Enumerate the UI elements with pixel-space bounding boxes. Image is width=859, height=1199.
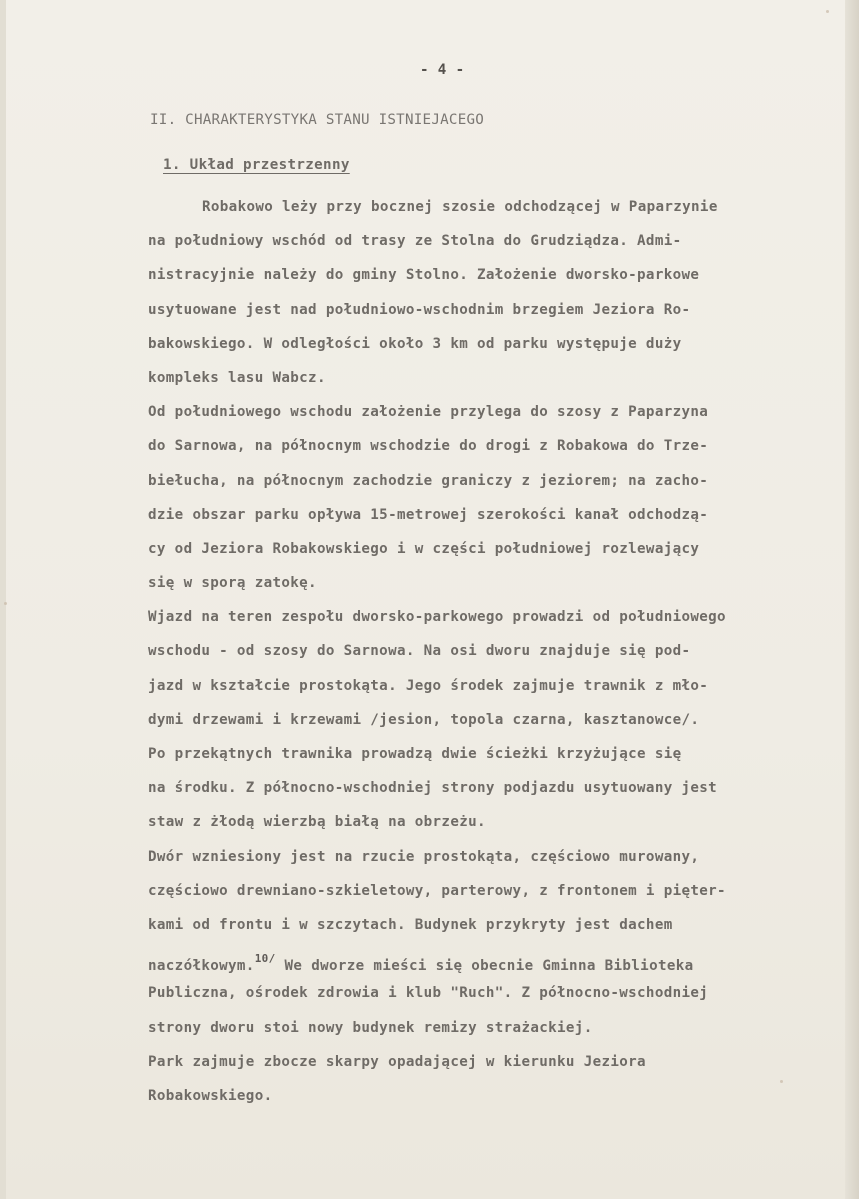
text-line: na południowy wschód od trasy ze Stolna do Grudziądza. Admi-	[148, 233, 682, 250]
text-line: Robakowo leży przy bocznej szosie odchodzącej w Paparzynie	[202, 199, 718, 215]
text-line: na środku. Z północno-wschodniej strony podjazdu usytuowany jest	[148, 780, 718, 797]
text-line: Od południowego wschodu założenie przylega do szosy z Paparzyna	[148, 404, 709, 421]
section-heading: II. CHARAKTERYSTYKA STANU ISTNIEJACEGO	[150, 112, 485, 128]
text-line: Wjazd na teren zespołu dworsko-parkowego prowadzi od południowego	[148, 609, 726, 626]
text-line: kompleks lasu Wabcz.	[148, 369, 326, 386]
text-line: biełucha, na północnym zachodzie graniczy z jeziorem; na zacho-	[148, 472, 709, 489]
text-line: kami od frontu i w szczytach. Budynek przykryty jest dachem	[148, 916, 673, 933]
paper-speck	[826, 10, 829, 13]
text-line-with-footnote	[148, 949, 848, 983]
text-line: Dwór wzniesiony jest na rzucie prostokąta, częściowo murowany,	[148, 848, 700, 865]
text-line: staw z żłodą wierzbą białą na obrzeżu.	[148, 814, 486, 831]
text-line-end: We dworze mieści się obecnie Gminna Biblioteka	[275, 958, 694, 975]
text-line: nistracyjnie należy do gminy Stolno. Założenie dworsko-parkowe	[148, 267, 700, 284]
page-number: - 4 -	[420, 62, 465, 78]
text-line: strony dworu stoi nowy budynek remizy strażackiej.	[148, 1019, 593, 1036]
footnote-marker: 10/	[254, 952, 276, 966]
text-line: dymi drzewami i krzewami /jesion, topola czarna, kasztanowce/.	[148, 711, 700, 728]
text-line: Park zajmuje zbocze skarpy opadającej w kierunku Jeziora	[148, 1053, 646, 1070]
text-line: częściowo drewniano-szkieletowy, parterowy, z frontonem i pięter-	[148, 882, 726, 899]
text-line: cy od Jeziora Robakowskiego i w części południowej rozlewający	[148, 540, 700, 557]
text-line: wschodu - od szosy do Sarnowa. Na osi dworu znajduje się pod-	[148, 643, 691, 660]
text-line-start: naczółkowym.	[148, 958, 255, 975]
subsection-heading: 1. Układ przestrzenny	[163, 157, 350, 173]
text-line: do Sarnowa, na północnym wschodzie do drogi z Robakowa do Trze-	[148, 438, 709, 455]
text-line: Publiczna, ośrodek zdrowia i klub "Ruch". Z północno-wschodniej	[148, 985, 709, 1002]
text-line: Robakowskiego.	[148, 1087, 273, 1104]
text-line: Po przekątnych trawnika prowadzą dwie ścieżki krzyżujące się	[148, 746, 682, 762]
text-line: usytuowane jest nad południowo-wschodnim brzegiem Jeziora Ro-	[148, 301, 691, 318]
text-line: jazd w kształcie prostokąta. Jego środek zajmuje trawnik z mło-	[148, 677, 709, 694]
text-line: się w sporą zatokę.	[148, 575, 317, 592]
paper-speck	[4, 602, 7, 605]
paper-speck	[780, 1080, 783, 1083]
text-line: dzie obszar parku opływa 15-metrowej szerokości kanał odchodzą-	[148, 506, 709, 523]
page-left-edge	[0, 0, 6, 1199]
text-line: bakowskiego. W odległości około 3 km od parku występuje duży	[148, 335, 682, 352]
body-text	[148, 197, 848, 1120]
